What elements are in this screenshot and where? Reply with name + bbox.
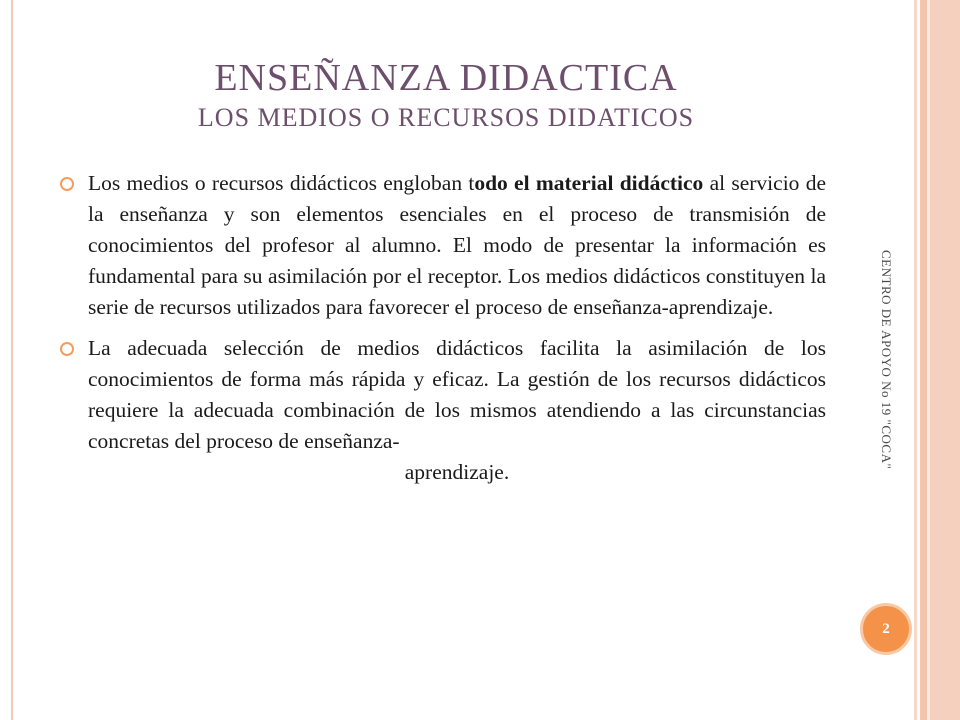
slide-title: ENSEÑANZA DIDACTICA <box>214 57 678 99</box>
page-number-badge <box>860 603 912 655</box>
bullet-item-2 <box>60 333 826 488</box>
bullet-2-text: La adecuada selección de medios didácticos facilita la asimilación de los conocimientos de forma más rápida y eficaz. La gestión de los recursos didácticos requiere la adecuada combinación de los mismos atendiendo a las circunstancias concretas del proceso de enseñanza- <box>88 336 826 453</box>
bullet-circle-icon <box>60 177 74 191</box>
bullet-1-text-start: Los medios o recursos didácticos engloban t <box>88 171 475 195</box>
left-border-line <box>11 0 13 720</box>
slide-subtitle: LOS MEDIOS O RECURSOS DIDATICOS <box>197 103 695 132</box>
title-block <box>40 55 852 135</box>
slide-content <box>60 168 826 488</box>
page-number: 2 <box>882 620 890 637</box>
bullet-2-text-last: aprendizaje. <box>404 460 510 484</box>
side-label: CENTRO DE APOYO No 19 "COCA" <box>879 250 894 470</box>
bullet-circle-icon <box>60 342 74 356</box>
right-decorative-bars <box>914 0 960 720</box>
bullet-1-bold-text: odo el material didáctico <box>474 171 704 195</box>
bullet-1-text-end: al servicio de la enseñanza y son elementos esenciales en el proceso de transmisión de conocimientos del profesor al alumno. El modo de presentar la información es fundamental para su asimilación por el receptor. Los medios didácticos constituyen la serie de recursos utilizados para favorecer el proceso de enseñanza-aprendizaje. <box>88 171 826 319</box>
bullet-item-1 <box>60 168 826 323</box>
